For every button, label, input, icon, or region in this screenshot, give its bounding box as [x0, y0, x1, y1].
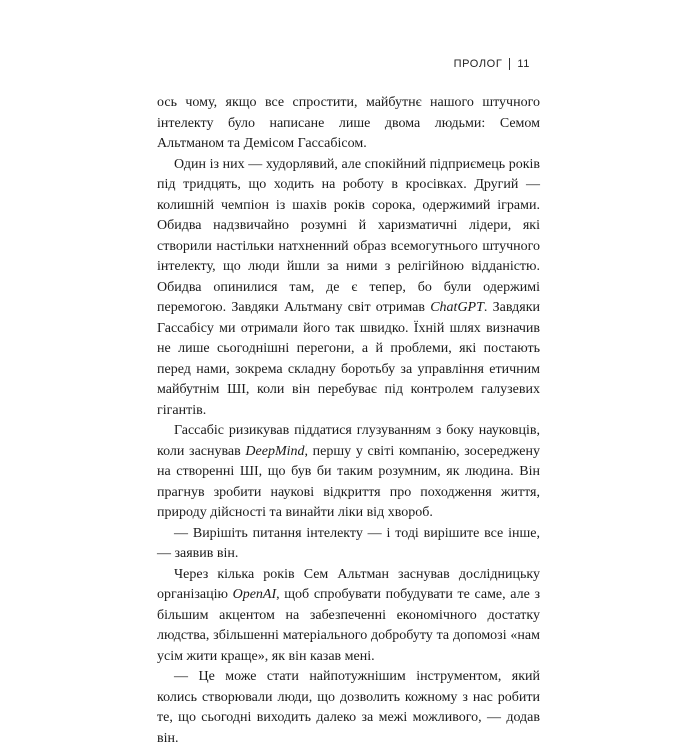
paragraph	[157, 667, 540, 749]
paragraph	[157, 565, 540, 668]
paragraph	[157, 524, 540, 565]
italic-term: ChatGPT	[430, 300, 484, 315]
text-run: . Завдяки Гассабісу ми отримали його так швидко. Їхній шлях визначив не лише сьогоднішні перегони, а й проблеми, які постають перед нами, зокрема складну боротьбу за управління етичним майбутнім ШІ, коли він перебуває під контролем галузевих гігантів.	[157, 300, 540, 418]
section-title: ПРОЛОГ	[453, 58, 503, 70]
paragraph	[157, 93, 540, 155]
paragraph	[157, 155, 540, 422]
paragraph	[157, 421, 540, 524]
text-run: Гассабіс ризикував піддатися глузуванням з боку науковців, коли заснував	[157, 423, 540, 459]
page-number: 11	[517, 58, 530, 70]
text-run: , щоб спробувати побудувати те саме, але з більшим акцентом на забезпеченні економічного достатку людства, збільшенні матеріального добробуту та допомозі «нам усім жити краще», як він казав мені.	[157, 587, 540, 664]
running-head	[454, 58, 530, 70]
text-run: Один із них — худорлявий, але спокійний підприємець років під тридцять, що ходить на роботу в кросівках. Другий — колишній чемпіон із шахів років сорока, одержимий іграми. Обидва надзвичайно розумні й харизматичні лідери, які створили настільки натхненний образ всемогутнього штучного інтелекту, що люди йшли за ними з релігійною відданістю. Обидва опинилися там, де є тепер, бо були одержимі перемогою. Завдяки Альтману світ отримав	[157, 156, 540, 315]
text-run: , першу у світі компанію, зосереджену на створенні ШІ, що був би таким розумним, як людина. Він прагнув зробити наукові відкриття про походження життя, природу дійсності та винайти ліки від хвороб.	[157, 443, 540, 520]
header-divider	[509, 58, 510, 70]
italic-term: DeepMind	[245, 443, 305, 459]
text-run: — Вирішіть питання інтелекту — і тоді вирішите все інше, — заявив він.	[157, 525, 540, 561]
body-text	[157, 93, 540, 749]
italic-term: OpenAI	[232, 587, 277, 602]
text-run: Через кілька років Сем Альтман заснував дослідницьку організацію	[157, 566, 540, 602]
text-run: ось чому, якщо все спростити, майбутнє нашого штучного інтелекту було написане лише двома людьми: Семом Альтманом та Демісом Гассабісом.	[157, 95, 540, 151]
text-run: — Це може стати найпотужнішим інструментом, який колись створювали люди, що дозволить кожному з нас робити те, що сьогодні виходить далеко за межі можливого, — додав він.	[157, 669, 540, 746]
